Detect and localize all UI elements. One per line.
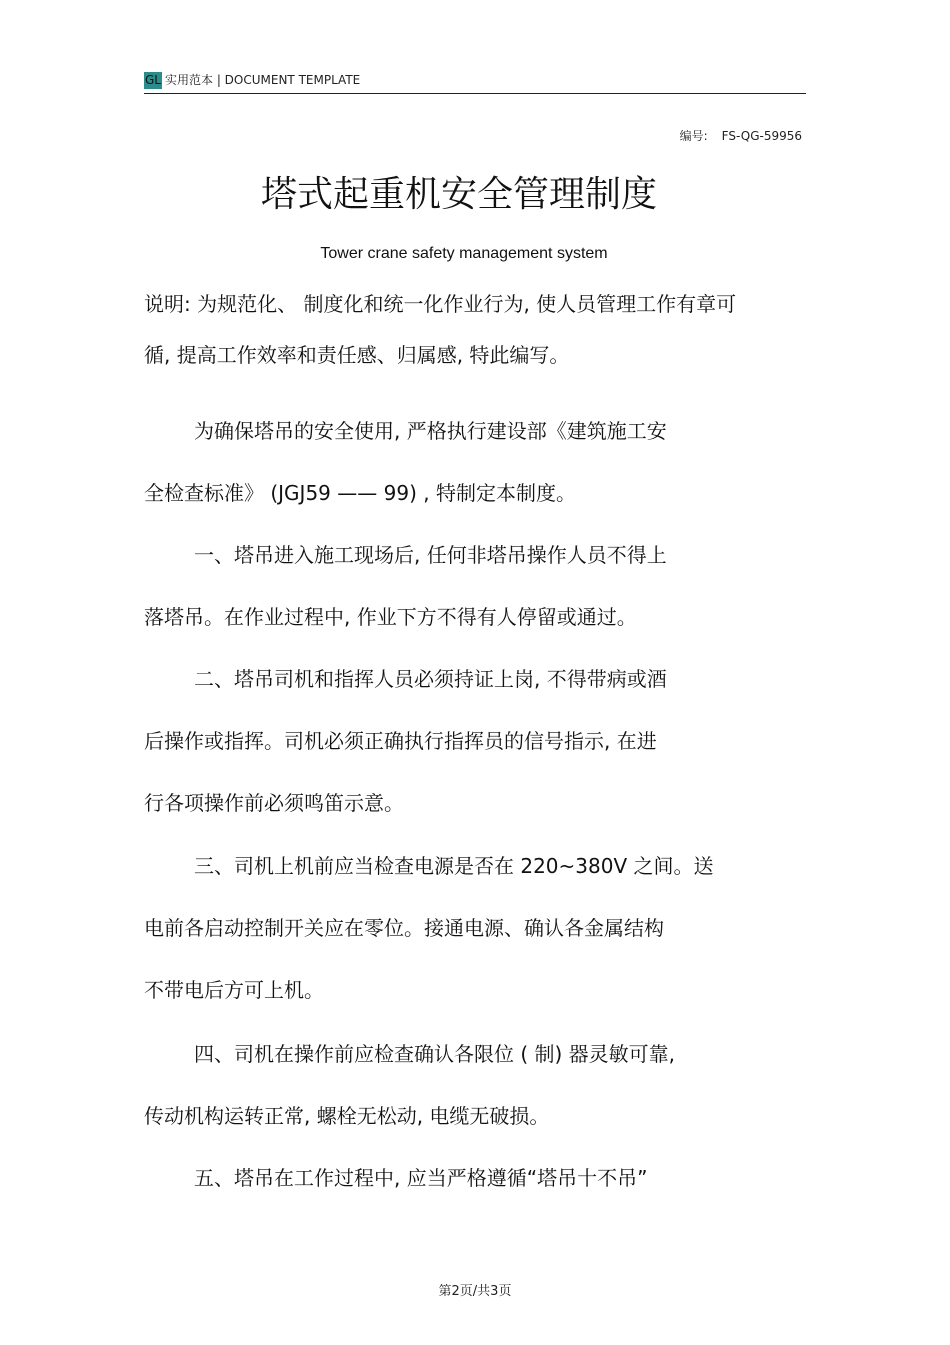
page-footer: 第2页/共3页 xyxy=(438,1284,512,1299)
document-number-label: 编号: xyxy=(679,129,708,143)
body-line: 传动机构运转正常, 螺栓无松动, 电缆无破损。 xyxy=(144,1104,550,1128)
logo: GL xyxy=(145,73,161,87)
body-line: 一、塔吊进入施工现场后, 任何非塔吊操作人员不得上 xyxy=(194,543,667,567)
body-line: 不带电后方可上机。 xyxy=(144,978,324,1002)
body-line: 五、塔吊在工作过程中, 应当严格遵循“塔吊十不吊” xyxy=(194,1166,648,1190)
body-line: 落塔吊。在作业过程中, 作业下方不得有人停留或通过。 xyxy=(144,605,637,629)
document-subtitle: Tower crane safety management system xyxy=(320,245,608,262)
body-line: 电前各启动控制开关应在零位。接通电源、确认各金属结构 xyxy=(144,916,664,940)
body-line: 后操作或指挥。司机必须正确执行指挥员的信号指示, 在进 xyxy=(144,729,657,753)
body-line: 行各项操作前必须鸣笛示意。 xyxy=(144,791,404,815)
body-line: 四、司机在操作前应检查确认各限位 ( 制) 器灵敏可靠, xyxy=(194,1042,676,1066)
document-number xyxy=(680,127,802,144)
body-line: 为确保塔吊的安全使用, 严格执行建设部《建筑施工安 xyxy=(194,419,667,443)
page-header xyxy=(144,71,806,94)
body-line: 三、司机上机前应当检查电源是否在 220~380V 之间。送 xyxy=(194,854,714,878)
document-number-value: FS-QG-59956 xyxy=(721,129,802,143)
header-title: 实用范本 | DOCUMENT TEMPLATE xyxy=(165,73,361,87)
body-line: 说明: 为规范化、 制度化和统一化作业行为, 使人员管理工作有章可 xyxy=(144,292,737,316)
body-line: 全检查标准》 (JGJ59 —— 99) , 特制定本制度。 xyxy=(144,481,576,505)
body-line: 循, 提高工作效率和责任感、归属感, 特此编写。 xyxy=(144,343,570,367)
body-line: 二、塔吊司机和指挥人员必须持证上岗, 不得带病或酒 xyxy=(194,667,667,691)
document-title: 塔式起重机安全管理制度 xyxy=(260,174,657,215)
